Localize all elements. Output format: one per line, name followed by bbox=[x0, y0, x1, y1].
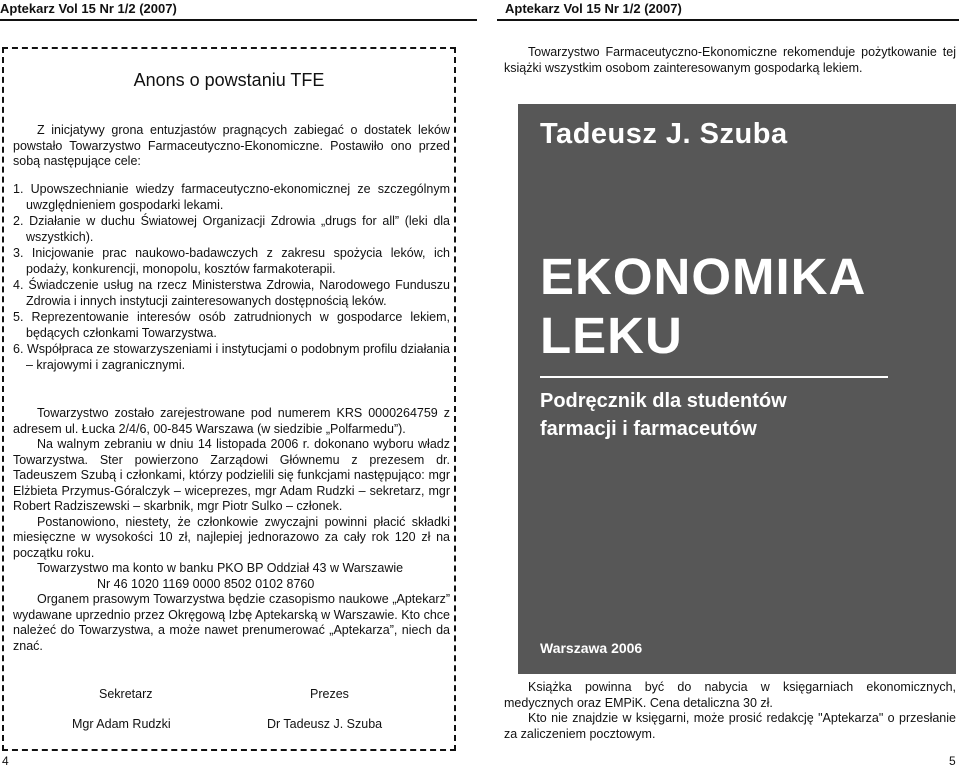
journal-paragraph: Organem prasowym Towarzystwa będzie czasopismo naukowe „Aptekarz” wydawane uprzednio przez Okręgową Izbę Aptekarską w Warszawie. Kto chce należeć do Towarzystwa, a może nawet prenumerować „Aptekarza”, niech da znać. bbox=[13, 592, 450, 653]
cover-title-line1: EKONOMIKA bbox=[540, 248, 867, 305]
board-paragraph: Na walnym zebraniu w dniu 14 listopada 2006 r. dokonano wyboru władz Towarzystwa. Ster powierzono Zarządowi Głównemu z prezesem dr. Tadeuszem Szubą i członkami, którzy podzielili się funkcjami następująco: mgr Elżbieta Przymus-Góralczyk – wiceprezes, mgr Adam Rudzki – sekretarz, mgr Robert Radziszewski – skarbnik, mgr Piotr Sulko – członek. bbox=[13, 437, 450, 513]
goal-item: 2. Działanie w duchu Światowej Organizacji Zdrowia „drugs for all” (leki dla wszystkich). bbox=[13, 214, 450, 244]
availability-paragraph: Książka powinna być do nabycia w księgarniach ekonomicznych, medycznych oraz EMPiK. Cena detaliczna 30 zł. bbox=[504, 680, 956, 710]
cover-title-line2: LEKU bbox=[540, 307, 683, 364]
announcement-intro: Z inicjatywy grona entuzjastów pragnących zabiegać o dostatek leków powstało Towarzystwo Farmaceutyczno-Ekonomiczne. Postawiło ono przed sobą następujące cele: bbox=[13, 123, 450, 168]
journal-header-left: Aptekarz Vol 15 Nr 1/2 (2007) bbox=[0, 1, 177, 16]
bank-account-number: Nr 46 1020 1169 0000 8502 0102 8760 bbox=[97, 576, 315, 591]
availability-paragraph: Kto nie znajdzie w księgarni, może prosić redakcję "Aptekarza" o przesłanie za zaliczeniem pocztowym. bbox=[504, 711, 956, 741]
goals-list bbox=[13, 182, 450, 374]
header-rule-left bbox=[0, 19, 477, 21]
book-cover bbox=[518, 104, 956, 674]
president-name: Dr Tadeusz J. Szuba bbox=[267, 717, 383, 731]
announcement-title: Anons o powstaniu TFE bbox=[133, 70, 325, 90]
cover-subtitle-line2: farmacji i farmaceutów bbox=[540, 418, 757, 440]
goal-item: 5. Reprezentowanie interesów osób zatrudnionych w gospodarce lekiem, będących członkami Towarzystwa. bbox=[13, 310, 450, 340]
registration-paragraph: Towarzystwo zostało zarejestrowane pod numerem KRS 0000264759 z adresem ul. Łucka 2/4/6, 00-845 Warszawa (w siedzibie „Polfarmedu”). bbox=[13, 406, 450, 436]
goal-item: 1. Upowszechnianie wiedzy farmaceutyczno-ekonomicznej ze szczególnym uwzględnieniem gospodarki lekami. bbox=[13, 182, 450, 212]
goal-item: 6. Współpraca ze stowarzyszeniami i instytucjami o podobnym profilu działania – krajowymi i zagranicznymi. bbox=[13, 342, 450, 372]
cover-divider bbox=[540, 376, 888, 378]
president-role: Prezes bbox=[310, 687, 349, 701]
announcement-body bbox=[13, 406, 450, 654]
cover-subtitle bbox=[540, 387, 787, 443]
page-number-right: 5 bbox=[949, 754, 956, 768]
secretary-role: Sekretarz bbox=[99, 687, 153, 701]
bank-paragraph: Towarzystwo ma konto w banku PKO BP Oddział 43 w Warszawie bbox=[37, 561, 404, 575]
cover-city-year: Warszawa 2006 bbox=[540, 640, 643, 656]
availability-text bbox=[504, 680, 956, 742]
fees-paragraph: Postanowiono, niestety, że członkowie zwyczajni powinni płacić składki miesięczne w wysokości 10 zł, najlepiej jednorazowo za cały rok 120 zł na początku roku. bbox=[13, 514, 450, 560]
page-number-left: 4 bbox=[2, 754, 9, 768]
cover-author: Tadeusz J. Szuba bbox=[540, 118, 788, 150]
cover-subtitle-line1: Podręcznik dla studentów bbox=[540, 390, 787, 412]
goal-item: 3. Inicjowanie prac naukowo-badawczych z zakresu spożycia leków, ich podaży, konkurencji, monopolu, kosztów farmakoterapii. bbox=[13, 246, 450, 276]
journal-header-right: Aptekarz Vol 15 Nr 1/2 (2007) bbox=[505, 1, 682, 16]
header-rule-right bbox=[497, 19, 959, 21]
announcement-box bbox=[2, 47, 456, 751]
goal-item: 4. Świadczenie usług na rzecz Ministerstwa Zdrowia, Narodowego Funduszu Zdrowia i innych instytucji zainteresowanych dostępnością leków. bbox=[13, 278, 450, 308]
recommendation-text: Towarzystwo Farmaceutyczno-Ekonomiczne rekomenduje pożytkowanie tej książki wszystkim osobom zainteresowanym gospodarką lekiem. bbox=[504, 45, 956, 75]
secretary-name: Mgr Adam Rudzki bbox=[72, 717, 171, 731]
